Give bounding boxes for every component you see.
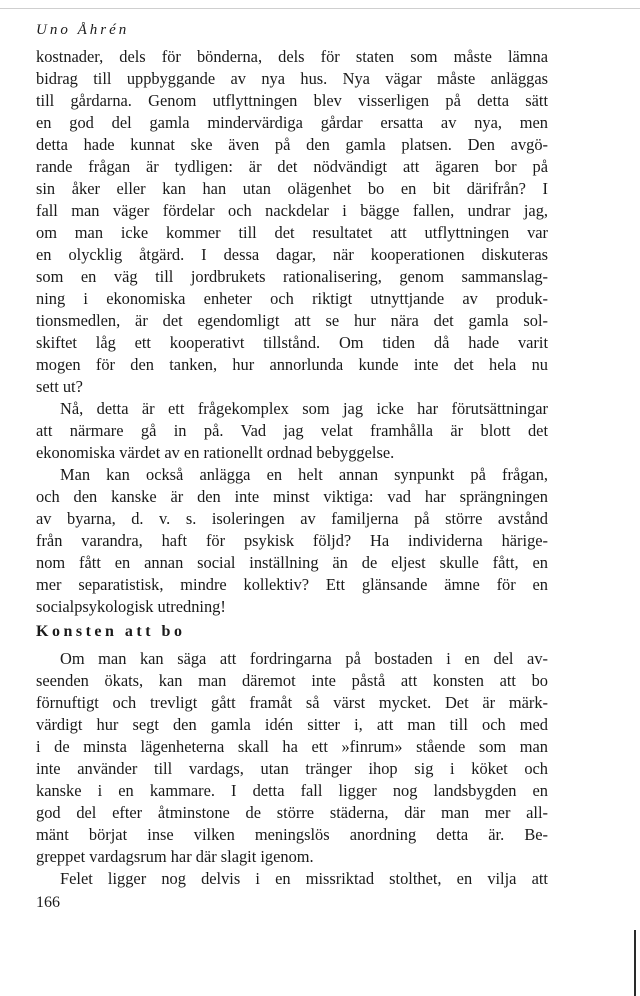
text-line: rande frågan är tydligen: är det nödvändigt att ägaren bor på (36, 157, 548, 176)
text-line: fall man väger fördelar och nackdelar i bägge fallen, undrar jag, (36, 201, 548, 220)
page-edge-mark (634, 930, 636, 996)
text-line: skiftet låg ett kooperativt tillstånd. Om tiden då hade varit (36, 333, 548, 352)
text-line: av byarna, d. v. s. isoleringen av familjerna på större avstånd (36, 509, 548, 528)
text-line: god del efter åtminstone de större städerna, där man mer all- (36, 803, 548, 822)
text-line: och den kanske är den inte minst viktiga: vad har sprängningen (36, 487, 548, 506)
text-line: från varandra, haft för psykisk följd? Ha individerna härige- (36, 531, 548, 550)
text-line: ekonomiska värdet av en rationellt ordnad bebyggelse. (36, 443, 395, 462)
text-line: seenden ökats, kan man däremot inte påstå att konsten att bo (36, 671, 548, 690)
text-line: värdigt hur segt den gamla idén sitter i, att man till och med (36, 715, 548, 734)
text-line: Man kan också anlägga en helt annan synpunkt på frågan, (60, 465, 548, 484)
text-line: ning i ekonomiska enheter och riktigt utnyttjande av produk- (36, 289, 548, 308)
text-line: tionsmedlen, är det egendomligt att se hur nära det gamla sol- (36, 311, 548, 330)
text-line: till gårdarna. Genom utflyttningen blev visserligen på detta sätt (36, 91, 548, 110)
text-line: detta hade kunnat ske även på den gamla platsen. Den avgö- (36, 135, 548, 154)
section-heading: Konsten att bo (36, 623, 186, 640)
text-line: sin åker eller kan han utan olägenhet bo en bit därifrån? I (36, 179, 548, 198)
text-line: inte använder till vardags, utan tränger ihop sig i köket och (36, 759, 548, 778)
text-line: bidrag till uppbyggande av nya hus. Nya vägar måste anläggas (36, 69, 548, 88)
text-line: kostnader, dels för bönderna, dels för staten som måste lämna (36, 47, 548, 66)
text-line: Nå, detta är ett frågekomplex som jag icke har förutsättningar (60, 399, 548, 418)
text-line: om man icke kommer till det resultatet att utflyttningen var (36, 223, 548, 242)
text-line: nom fått en annan social inställning än de eljest skulle fått, en (36, 553, 548, 572)
text-line: mogen för den tanken, hur annorlunda kunde inte det hela nu (36, 355, 548, 374)
text-line: Felet ligger nog delvis i en missriktad stolthet, en vilja att (60, 869, 548, 888)
text-line: en god del gamla mindervärdiga gårdar ersatta av nya, men (36, 113, 548, 132)
text-line: i de minsta lägenheterna skall ha ett »finrum» stående som man (36, 737, 548, 756)
text-line: en olycklig åtgärd. I dessa dagar, när kooperationen diskuteras (36, 245, 548, 264)
running-head-author: Uno Åhrén (36, 22, 130, 38)
text-line: sett ut? (36, 377, 83, 396)
text-line: mer separatistisk, mindre kollektiv? Ett glänsande ämne för en (36, 575, 548, 594)
text-line: Om man kan säga att fordringarna på bostaden i en del av- (60, 649, 548, 668)
text-line: som en väg till jordbrukets rationalisering, genom sammanslag- (36, 267, 548, 286)
text-line: att närmare gå in på. Vad jag velat framhålla är blott det (36, 421, 548, 440)
page-number: 166 (36, 894, 60, 911)
text-line: greppet vardagsrum har där slagit igenom. (36, 847, 314, 866)
text-line: socialpsykologisk utredning! (36, 597, 226, 616)
text-line: mänt börjat inse vilken meningslös anordning detta är. Be- (36, 825, 548, 844)
text-line: förnuftigt och trevligt gått framåt så värst mycket. Det är märk- (36, 693, 548, 712)
text-line: kanske i en kammare. I detta fall ligger nog landsbygden en (36, 781, 548, 800)
page-top-edge-divider (0, 8, 640, 9)
